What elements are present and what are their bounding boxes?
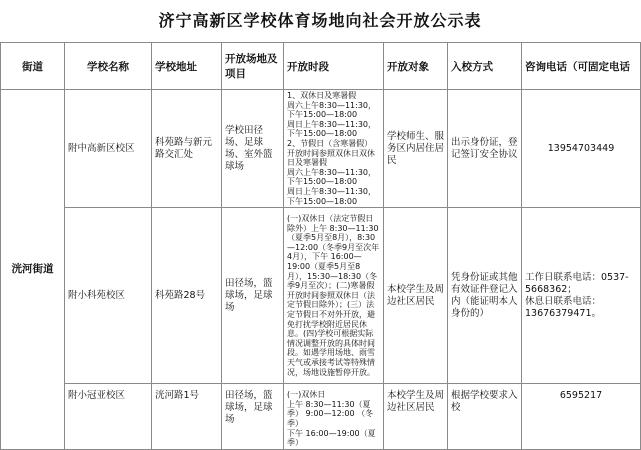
school-address: 洸河路1号 <box>152 384 222 450</box>
contact-phone: 13954703449 <box>522 90 641 208</box>
header-entry: 入校方式 <box>448 43 522 90</box>
open-hours: (一)双休日（法定节假日除外）上午 8:30—11:30（夏季5月至8月），8:30—12:00（冬季9月至次年4月），下午 16:00—19:00（夏季5月至8月），15:30—18:30（冬季9月至次）；(二)寒暑假开放时间参照双休日（法定节假日除外）；(三）法定节假日不对外开放，避免打扰学校附近居民休息。(四)学校可根据实际情况调整开放的具体时间段。如遇学用场地、雨雪天气或承接考试等特殊情况，场地设施暂停开放。 <box>284 208 384 384</box>
header-venue: 开放场地及项目 <box>222 43 284 90</box>
header-target: 开放对象 <box>384 43 448 90</box>
contact-phone: 工作日联系电话：0537-5668362； 休息日联系电话：13676379471。 <box>522 208 641 384</box>
header-district: 街道 <box>1 43 65 90</box>
entry-method: 出示身份证，登记签订安全协议 <box>448 90 522 208</box>
contact-phone: 6595217 <box>522 384 641 450</box>
header-hours: 开放时段 <box>284 43 384 90</box>
table-row <box>1 208 641 384</box>
header-school: 学校名称 <box>65 43 152 90</box>
open-target: 本校学生及周边社区居民 <box>384 384 448 450</box>
open-venues-table <box>0 42 641 450</box>
header-address: 学校地址 <box>152 43 222 90</box>
school-name: 附小冠亚校区 <box>65 384 152 450</box>
school-name: 附小科苑校区 <box>65 208 152 384</box>
entry-method: 根据学校要求入校 <box>448 384 522 450</box>
school-address: 科苑路28号 <box>152 208 222 384</box>
district-cell: 洸河街道 <box>1 90 65 450</box>
open-hours: (一)双休日 上午 8:30—11:30（夏季） 9:00—12:00 （冬季） 下午 16:00—19:00（夏季） <box>284 384 384 450</box>
school-address: 科苑路与新元路交汇处 <box>152 90 222 208</box>
open-target: 学校师生、服务区内居住居民 <box>384 90 448 208</box>
page-title: 济宁高新区学校体育场地向社会开放公示表 <box>158 11 482 30</box>
venue-items: 田径场，篮球场，足球场 <box>222 208 284 384</box>
header-phone: 咨询电话（可固定电话 <box>522 43 641 90</box>
table-row <box>1 90 641 208</box>
entry-method: 凭身份证或其他有效证件登记入内（能证明本人身份的） <box>448 208 522 384</box>
open-target: 本校学生及周边社区居民 <box>384 208 448 384</box>
table-row <box>1 384 641 450</box>
open-hours: 1、双休日及寒暑假 周六上午8:30—11:30，下午15:00—18:00 周日上午8:30—11:30，下午15:00—18:00 2、节假日（含寒暑假）开放时间参照双休日双休日及寒暑假 周六上午8:30—11:30，下午15:00—18:00 周日上午8:30—11:30，下午15:00—18:00 <box>284 90 384 208</box>
table-header-row <box>1 43 641 90</box>
school-name: 附中高新区校区 <box>65 90 152 208</box>
venue-items: 学校田径场、足球场、室外篮球场 <box>222 90 284 208</box>
venue-items: 田径场，篮球场，足球场 <box>222 384 284 450</box>
